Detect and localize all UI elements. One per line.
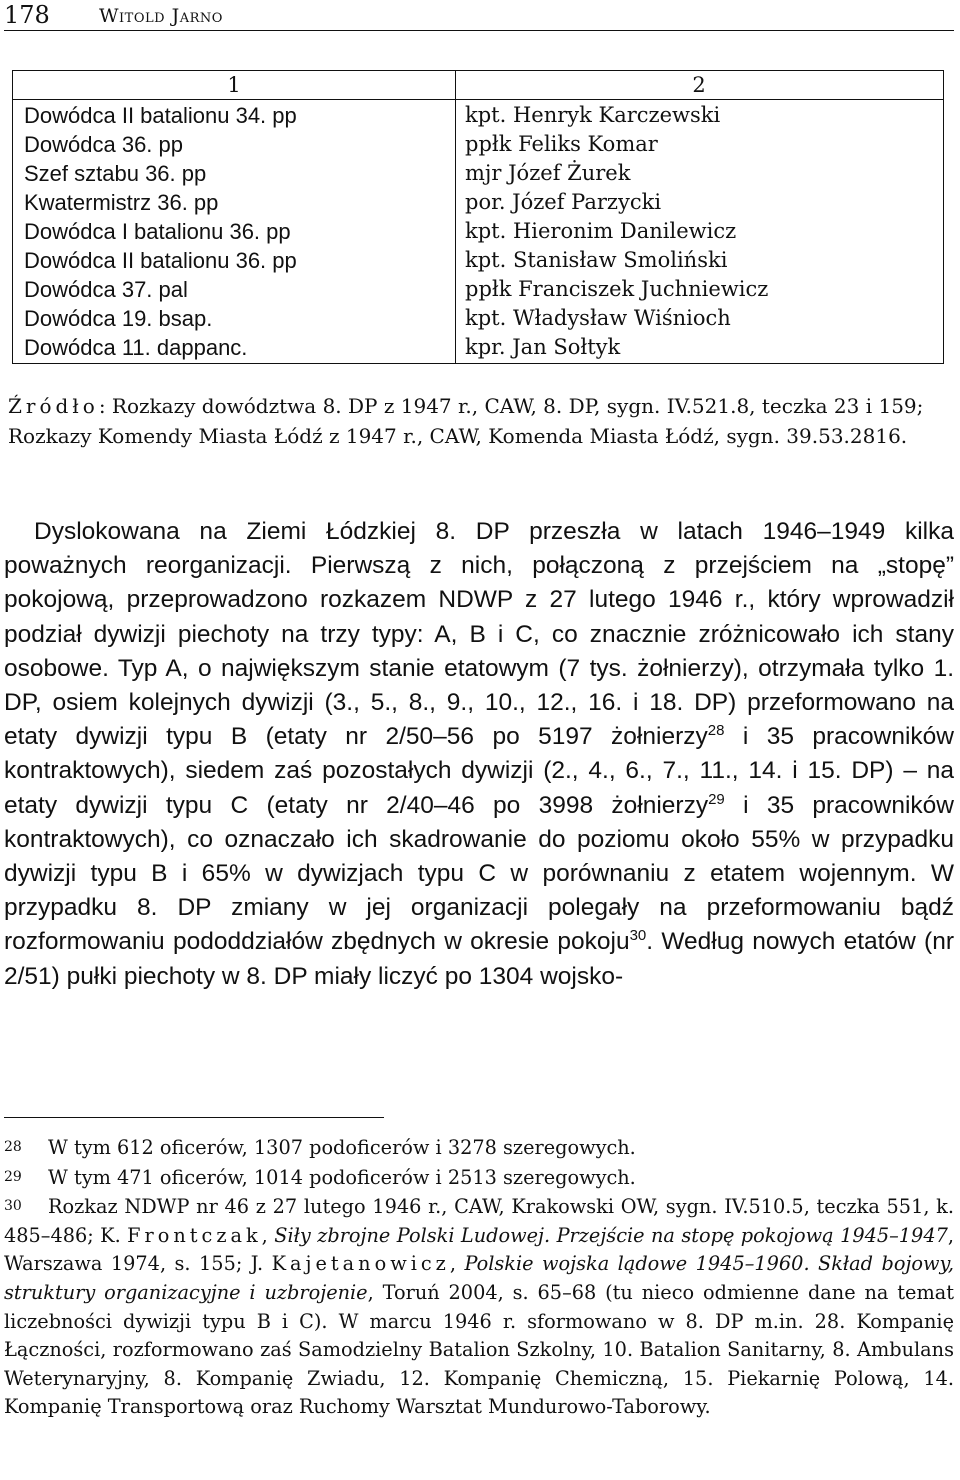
column-header-1: 1 xyxy=(227,73,241,97)
position-cell: Dowódca 36. pp xyxy=(24,132,183,157)
body-text-part: Dyslokowana na Ziemi Łódzkiej 8. DP przeszła w latach 1946–1949 kilka poważnych reorganizacji. Pierwszą z nich, połączoną z przejściem na „stopę” pokojową, przeprowadzono rozkazem NDWP z 27 lutego 1946 r., który wprowadził podział dywizji piechoty na trzy typy: A, B i C, co znacznie zróżnicowało ich stany osobowe. Typ A, o największym stanie etatowym (7 tys. żołnierzy), otrzymała tylko 1. DP, osiem kolejnych dywizji (3., 5., 8., 9., 10., 12., 16. i 18. DP) przeformowano na etaty dywizji typu B (etaty nr 2/50–56 po 5197 żołnierzy xyxy=(4,518,954,751)
footnote-29 xyxy=(4,1163,954,1193)
person-cell: kpt. Władysław Wiśnioch xyxy=(465,306,731,330)
position-cell: Dowódca I batalionu 36. pp xyxy=(24,219,291,244)
footnote-text: Rozkaz NDWP nr 46 z 27 lutego 1946 r., CAW, Krakowski OW, sygn. IV.510.5, teczka 551, k. 485–486; K. xyxy=(4,1195,954,1247)
footnote-30 xyxy=(4,1192,954,1422)
person-cell: por. Józef Parzycki xyxy=(465,190,662,214)
persons-column xyxy=(465,101,935,362)
body-text-part: . Według nowych etatów (nr 2/51) pułki piechoty w 8. DP miały liczyć po 1304 wojsko- xyxy=(4,928,954,990)
footnotes xyxy=(4,1133,954,1422)
column-divider xyxy=(455,71,456,363)
header-divider xyxy=(13,99,943,100)
author-name: Frontczak xyxy=(127,1223,262,1247)
body-paragraph xyxy=(4,515,954,994)
position-cell: Dowódca 11. dappanc. xyxy=(24,335,248,360)
footnote-rule xyxy=(4,1117,384,1118)
position-cell: Szef sztabu 36. pp xyxy=(24,161,207,186)
book-title: Polskie wojska lądowe 1945–1960. Skład bojowy, struktury organizacyjne i uzbrojenie xyxy=(4,1252,954,1304)
source-label: Źródło xyxy=(8,394,99,418)
body-text-part: i 35 pracowników kontraktowych), siedem zaś pozostałych dywizji (2., 4., 6., 7., 11., 14. i 15. DP) – na etaty dywizji typu C (etaty nr 2/40–46 po 3998 żołnierzy xyxy=(4,723,954,819)
page-header xyxy=(4,0,954,31)
footnote-text: W tym 612 oficerów, 1307 podoficerów i 3278 szeregowych. xyxy=(48,1136,636,1159)
footnote-ref-29[interactable]: 29 xyxy=(708,790,725,808)
footnote-text: , Toruń 2004, s. 65–68 (tu nieco odmienne dane na temat liczebności dywizji typu B i C). W marcu 1946 r. sformowano w 8. DP m.in. 28. Kompanię Łączności, rozformowano zaś Samodzielny Batalion Szkolny, 10. Batalion Sanitarny, 8. Ambulans Weterynaryjny, 8. Kompanię Zwiadu, 12. Kompanię Chemiczną, 15. Piekarnię Polową, 14. Kompanię Transportową oraz Ruchomy Warsztat Mundurowo-Taborowy. xyxy=(4,1280,954,1419)
position-cell: Dowódca 19. bsap. xyxy=(24,306,213,331)
footnote-text: , xyxy=(261,1223,275,1247)
person-cell: kpt. Hieronim Danilewicz xyxy=(465,219,737,243)
footnote-number: 30 xyxy=(4,1198,22,1215)
person-cell: mjr Józef Żurek xyxy=(465,161,631,185)
person-cell: ppłk Franciszek Juchniewicz xyxy=(465,277,769,301)
position-cell: Dowódca II batalionu 34. pp xyxy=(24,103,297,128)
footnote-number: 29 xyxy=(4,1168,22,1185)
person-cell: kpr. Jan Sołtyk xyxy=(465,335,621,359)
officers-table xyxy=(12,70,944,364)
positions-column xyxy=(24,101,449,362)
footnote-text: , xyxy=(449,1252,465,1276)
source-text: : Rozkazy dowództwa 8. DP z 1947 r., CAW, 8. DP, sygn. IV.521.8, teczka 23 i 159; Rozkazy Komendy Miasta Łódź z 1947 r., CAW, Komenda Miasta Łódź, sygn. 39.53.2816. xyxy=(8,394,924,448)
running-head: Witold Jarno xyxy=(99,5,223,27)
person-cell: kpt. Stanisław Smoliński xyxy=(465,248,728,272)
footnote-text: , Warszawa 1974, s. 155; J. xyxy=(4,1223,954,1276)
footnote-ref-28[interactable]: 28 xyxy=(707,722,725,740)
author-name: Kajetanowicz xyxy=(271,1252,450,1276)
column-header-2: 2 xyxy=(692,73,706,97)
person-cell: kpt. Henryk Karczewski xyxy=(465,103,721,127)
footnote-text: W tym 471 oficerów, 1014 podoficerów i 2513 szeregowych. xyxy=(48,1165,636,1189)
footnote-ref-30[interactable]: 30 xyxy=(629,927,647,945)
body-text-part: i 35 pracowników kontraktowych), co oznaczało ich skadrowanie do poziomu około 55% w przypadku dywizji typu B i 65% w dywizjach typu C w porównaniu z etatem wojennym. W przypadku 8. DP zmiany w jej organizacji polegały na przeformowaniu bądź rozformowaniu pododdziałów zbędnych w okresie pokoju xyxy=(4,791,954,956)
book-title: Siły zbrojne Polski Ludowej. Przejście na stopę pokojową 1945–1947 xyxy=(274,1223,948,1247)
person-cell: ppłk Feliks Komar xyxy=(465,132,658,156)
position-cell: Dowódca II batalionu 36. pp xyxy=(24,248,297,273)
position-cell: Dowódca 37. pal xyxy=(24,277,188,302)
position-cell: Kwatermistrz 36. pp xyxy=(24,190,219,215)
page-number: 178 xyxy=(4,1,50,29)
footnote-28 xyxy=(4,1133,954,1163)
footnote-number: 28 xyxy=(4,1139,22,1155)
table-source-note xyxy=(8,391,952,451)
